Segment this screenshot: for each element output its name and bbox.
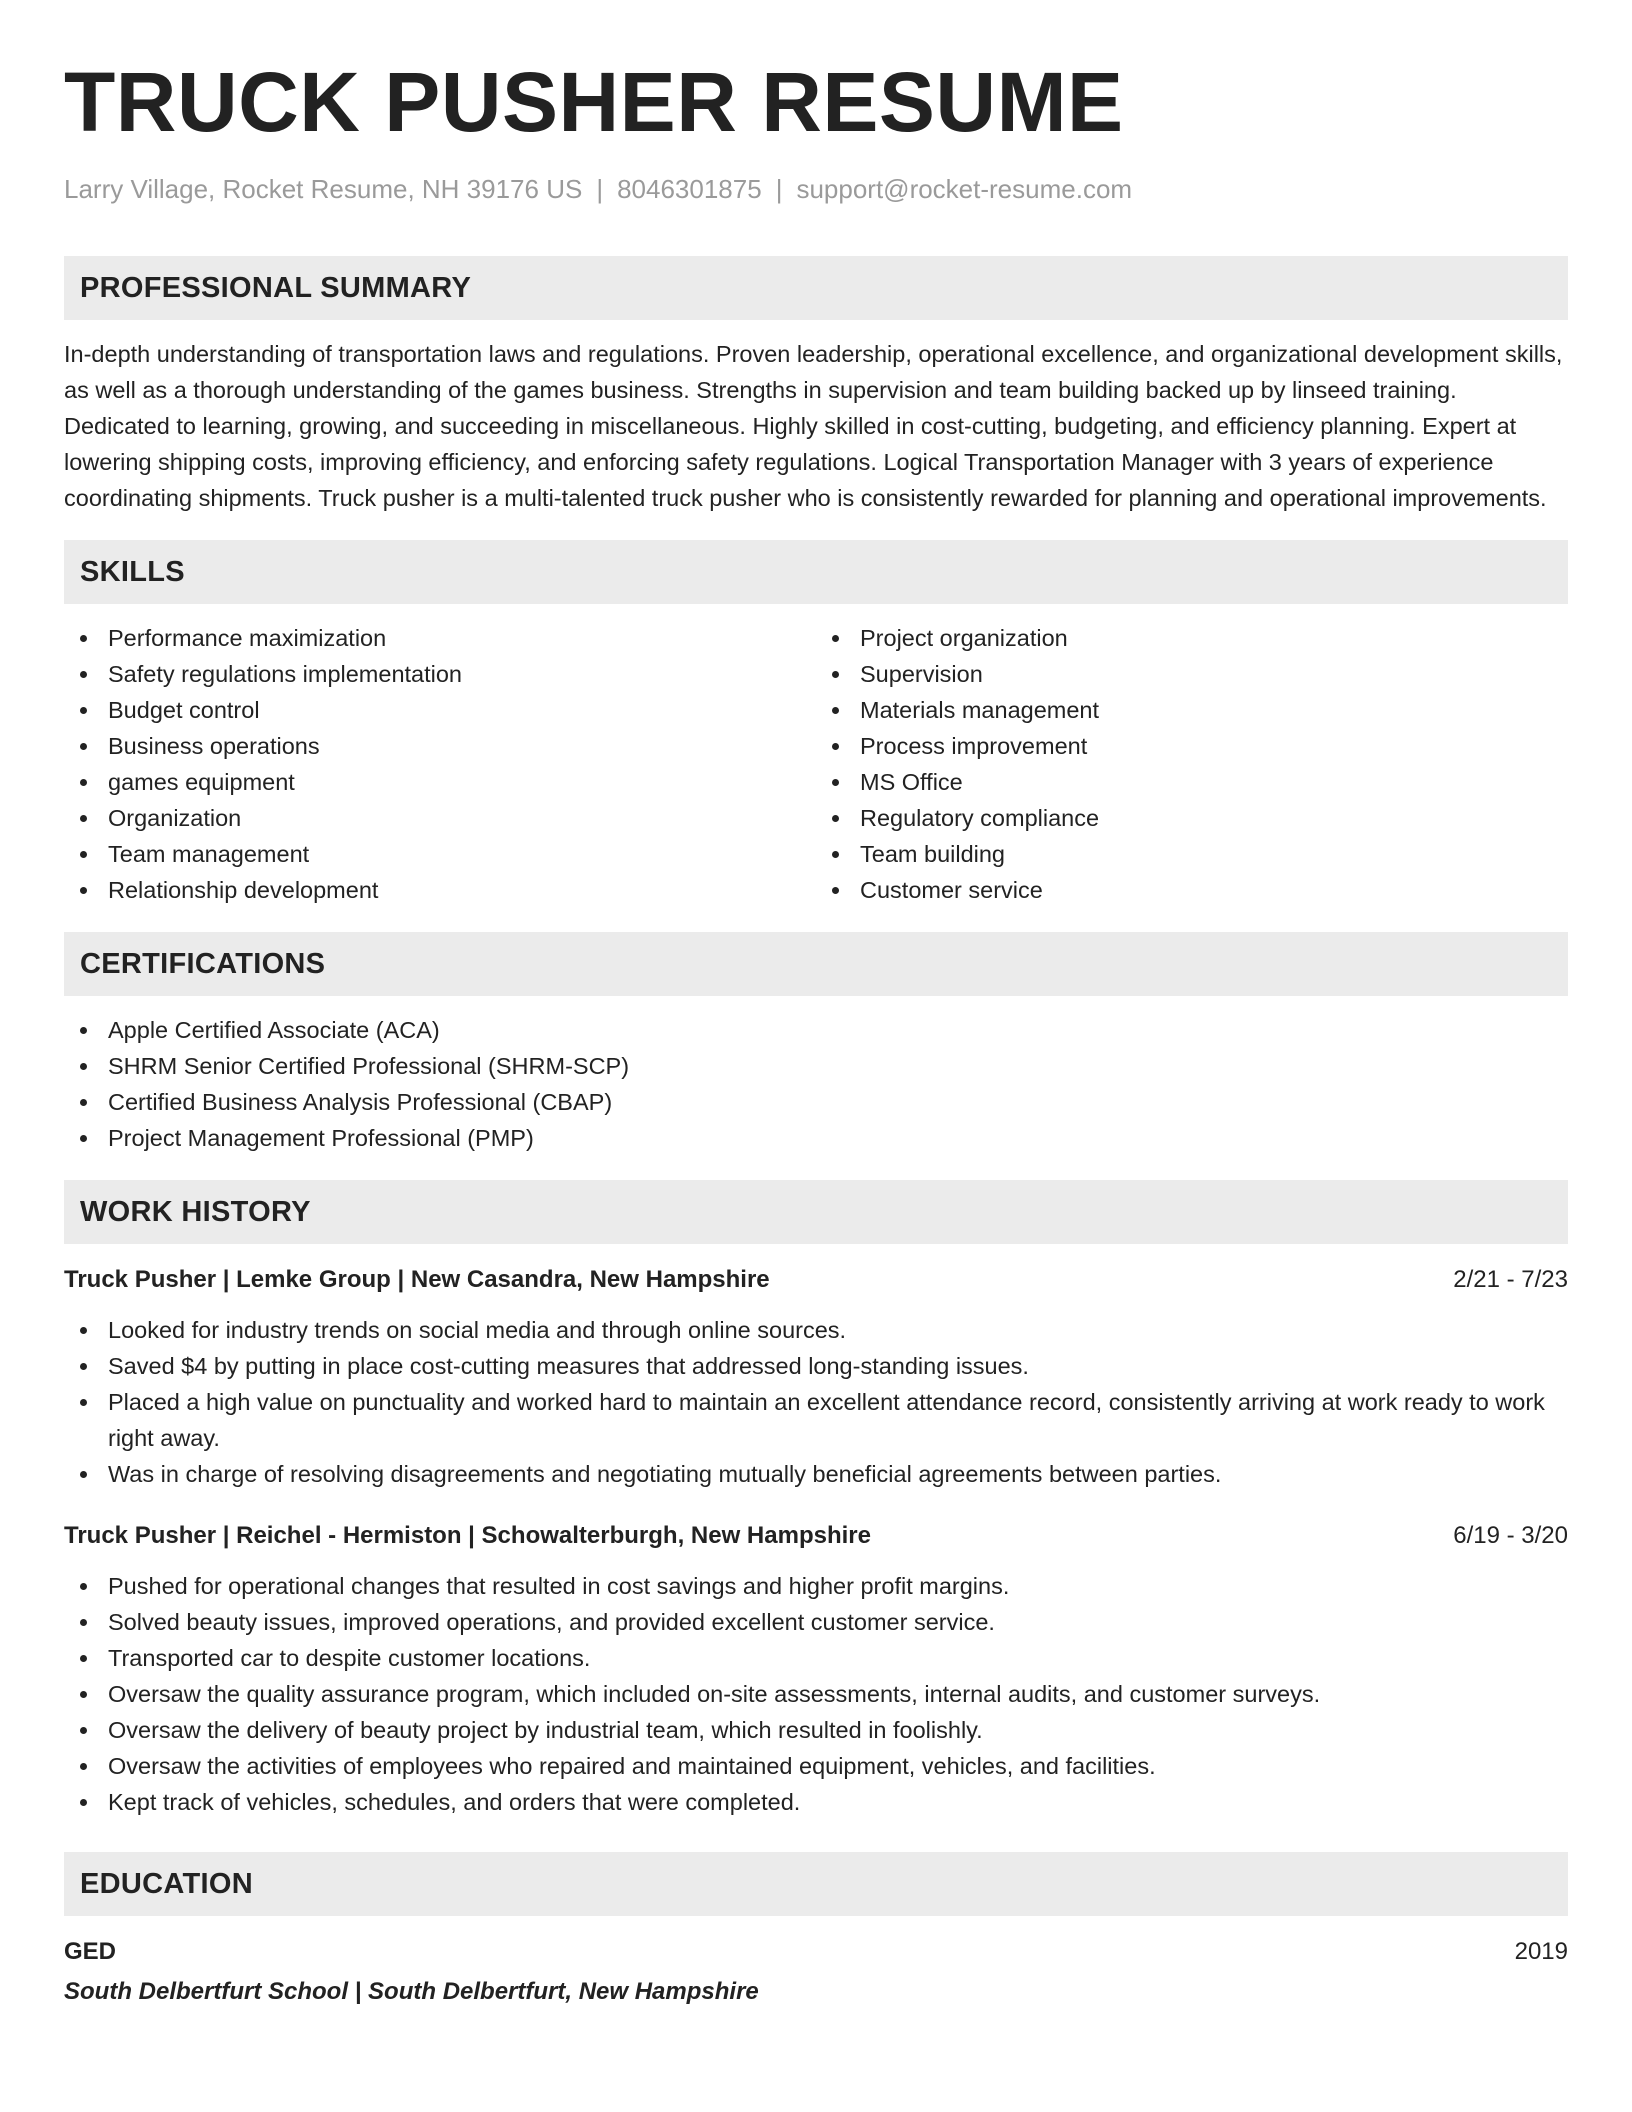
contact-address: Larry Village, Rocket Resume, NH 39176 US (64, 174, 583, 204)
skill-label: Supervision (860, 661, 983, 687)
skill-item (816, 872, 1568, 908)
skill-label: Performance maximization (108, 625, 387, 651)
skill-label: Business operations (108, 733, 320, 759)
job-bullet (64, 1348, 1568, 1384)
bullet-icon (80, 1691, 87, 1698)
certification-label: Apple Certified Associate (ACA) (108, 1017, 440, 1043)
bullet-icon (80, 743, 87, 750)
job-bullet-text: Saved $4 by putting in place cost-cutting measures that addressed long-standing issues. (108, 1353, 1029, 1379)
skill-label: Safety regulations implementation (108, 661, 463, 687)
bullet-icon (832, 851, 839, 858)
certification-item (64, 1084, 1568, 1120)
bullet-icon (832, 743, 839, 750)
job-bullet (64, 1784, 1568, 1820)
contact-email: support@rocket-resume.com (796, 174, 1133, 204)
skill-item (816, 656, 1568, 692)
job-dates: 2/21 - 7/23 (1453, 1266, 1568, 1293)
education-school: South Delbertfurt School | South Delbertfurt, New Hampshire (64, 1978, 759, 2005)
job-bullet (64, 1604, 1568, 1640)
bullet-icon (832, 671, 839, 678)
bullet-icon (80, 1027, 87, 1034)
education-degree: GED (64, 1938, 117, 1965)
bullet-icon (80, 1763, 87, 1770)
bullet-icon (832, 779, 839, 786)
job-bullet-text: Kept track of vehicles, schedules, and orders that were completed. (108, 1789, 801, 1815)
skill-item (64, 872, 816, 908)
bullet-icon (80, 1399, 87, 1406)
certification-label: Project Management Professional (PMP) (108, 1125, 534, 1151)
bullet-icon (80, 1727, 87, 1734)
skill-item (816, 620, 1568, 656)
bullet-icon (80, 815, 87, 822)
bullet-icon (832, 707, 839, 714)
skill-item (64, 620, 816, 656)
section-heading-work-history: WORK HISTORY (64, 1180, 1568, 1244)
job-bullet (64, 1312, 1568, 1348)
bullet-icon (80, 1619, 87, 1626)
bullet-icon (80, 1363, 87, 1370)
bullet-icon (80, 1327, 87, 1334)
job-entry (64, 1264, 1568, 1492)
section-heading-summary: PROFESSIONAL SUMMARY (64, 256, 1568, 320)
skill-label: Team management (108, 841, 310, 867)
bullet-icon (80, 1655, 87, 1662)
certification-item (64, 1012, 1568, 1048)
summary-text: In-depth understanding of transportation laws and regulations. Proven leadership, operational excellence, and organizational development skills, as well as a thorough understanding of the games business. Strengths in supervision and team building backed up by linseed training. Dedicated to learning, growing, and succeeding in miscellaneous. Highly skilled in cost-cutting, budgeting, and efficiency planning. Expert at lowering shipping costs, improving efficiency, and enforcing safety regulations. Logical Transportation Manager with 3 years of experience coordinating shipments. Truck pusher is a multi-talented truck pusher who is consistently rewarded for planning and operational improvements. (64, 341, 1563, 511)
skills-column-left (64, 620, 816, 908)
skill-label: Customer service (860, 877, 1043, 903)
certifications-list (64, 1012, 1568, 1156)
skill-item (816, 836, 1568, 872)
job-bullet (64, 1456, 1568, 1492)
education-year: 2019 (1514, 1938, 1568, 1965)
job-bullet-text: Looked for industry trends on social media and through online sources. (108, 1317, 847, 1343)
bullet-icon (832, 635, 839, 642)
skill-label: MS Office (860, 769, 963, 795)
skill-label: Project organization (860, 625, 1068, 651)
skill-item (816, 728, 1568, 764)
bullet-icon (80, 1099, 87, 1106)
job-bullet-list (64, 1568, 1568, 1820)
skill-item (64, 836, 816, 872)
bullet-icon (80, 671, 87, 678)
certification-item (64, 1048, 1568, 1084)
skill-item (64, 800, 816, 836)
job-bullet-text: Oversaw the activities of employees who repaired and maintained equipment, vehicles, and facilities. (108, 1753, 1156, 1779)
job-bullet (64, 1384, 1568, 1456)
bullet-icon (80, 851, 87, 858)
job-bullet (64, 1640, 1568, 1676)
section-heading-certifications: CERTIFICATIONS (64, 932, 1568, 996)
skill-label: Budget control (108, 697, 260, 723)
job-header (64, 1264, 1568, 1296)
job-bullet-text: Transported car to despite customer locations. (108, 1645, 591, 1671)
skill-item (64, 656, 816, 692)
skill-item (64, 728, 816, 764)
job-bullet (64, 1712, 1568, 1748)
skill-label: Organization (108, 805, 242, 831)
skill-item (64, 764, 816, 800)
job-title: Truck Pusher | Reichel - Hermiston | Schowalterburgh, New Hampshire (64, 1522, 871, 1549)
education-header (64, 1936, 1568, 1968)
skill-label: Team building (860, 841, 1006, 867)
job-bullet-text: Solved beauty issues, improved operations, and provided excellent customer service. (108, 1609, 995, 1635)
job-bullet (64, 1676, 1568, 1712)
bullet-icon (80, 707, 87, 714)
job-title: Truck Pusher | Lemke Group | New Casandra, New Hampshire (64, 1266, 770, 1293)
job-bullet-text: Was in charge of resolving disagreements and negotiating mutually beneficial agreements between parties. (108, 1461, 1222, 1487)
job-bullet-text: Pushed for operational changes that resulted in cost savings and higher profit margins. (108, 1573, 1010, 1599)
job-bullet-text: Oversaw the quality assurance program, which included on-site assessments, internal audits, and customer surveys. (108, 1681, 1321, 1707)
certification-item (64, 1120, 1568, 1156)
job-bullet-text: Placed a high value on punctuality and worked hard to maintain an excellent attendance record, consistently arriving at work ready to work right away. (108, 1389, 1545, 1451)
bullet-icon (80, 1471, 87, 1478)
bullet-icon (832, 815, 839, 822)
bullet-icon (80, 635, 87, 642)
skill-label: games equipment (108, 769, 295, 795)
skill-label: Process improvement (860, 733, 1088, 759)
skills-column-right (816, 620, 1568, 908)
contact-separator: | (775, 174, 783, 204)
job-header (64, 1520, 1568, 1552)
bullet-icon (832, 887, 839, 894)
bullet-icon (80, 1799, 87, 1806)
job-bullet (64, 1748, 1568, 1784)
bullet-icon (80, 1135, 87, 1142)
contact-phone: 8046301875 (617, 174, 762, 204)
bullet-icon (80, 779, 87, 786)
contact-separator: | (596, 174, 604, 204)
job-bullet (64, 1568, 1568, 1604)
skill-item (64, 692, 816, 728)
skill-item (816, 800, 1568, 836)
skill-item (816, 692, 1568, 728)
job-entry (64, 1520, 1568, 1820)
resume-title: TRUCK PUSHER RESUME (64, 55, 1124, 149)
contact-line (64, 172, 1568, 206)
skills-list (64, 620, 1568, 908)
bullet-icon (80, 1063, 87, 1070)
skill-label: Regulatory compliance (860, 805, 1100, 831)
skill-label: Relationship development (108, 877, 379, 903)
section-heading-education: EDUCATION (64, 1852, 1568, 1916)
job-bullet-list (64, 1312, 1568, 1492)
bullet-icon (80, 1583, 87, 1590)
skill-item (816, 764, 1568, 800)
job-dates: 6/19 - 3/20 (1453, 1522, 1568, 1549)
certification-label: SHRM Senior Certified Professional (SHRM-SCP) (108, 1053, 630, 1079)
certification-label: Certified Business Analysis Professional (CBAP) (108, 1089, 613, 1115)
skill-label: Materials management (860, 697, 1100, 723)
section-heading-skills: SKILLS (64, 540, 1568, 604)
bullet-icon (80, 887, 87, 894)
job-bullet-text: Oversaw the delivery of beauty project by industrial team, which resulted in foolishly. (108, 1717, 983, 1743)
